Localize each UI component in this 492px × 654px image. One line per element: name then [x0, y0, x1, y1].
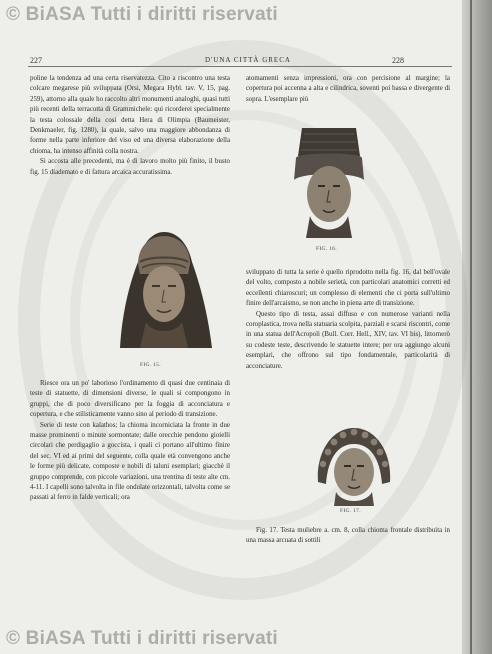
paragraph: Fig. 17. Testa muliebre a. cm. 8, colla chioma frontale distribuita in una massa arcuata di sottili — [246, 527, 450, 545]
column-right-bottom — [246, 526, 450, 547]
figure-17-terracotta-head — [314, 422, 394, 506]
figure-15-caption: FIG. 15. — [140, 362, 161, 368]
column-right-top — [246, 74, 450, 105]
figure-17-caption: FIG. 17. — [340, 508, 361, 514]
figure-15-terracotta-bust — [108, 222, 218, 348]
figure-16-terracotta-head — [290, 122, 368, 238]
column-left-top — [30, 74, 230, 178]
paragraph: Riesce ora un po' laborioso l'ordinamento di quasi due centinaia di teste di statuette, di dimensioni diverse, le quali si compongono in gruppi, che di poco diversificano per la foggia di acconciatura e copertura, e che stilisticamente vanno sino al periodo di transizione. — [30, 380, 230, 419]
paragraph: poline la tendenza ad una certa riservatezza. Cito a riscontro una testa colcare megarese più sviluppata (Orsi, Megara Hybl. tav. V, 15, pag. 259), attorno alla quale ho raccolto altri monumenti analoghi, quasi tutti più recenti della terracotta di Grammichele: qui ricorderei specialmente la testa colossale della cosi detta Hera di Olimpia (Baumeister, Denkmaeler, fig. 1280), la quale, salvo una maggiore abbondanza di forme nella parte inferiore del viso ed una diversa elaborazione della chioma, ha intenso affinità colla nostra. — [30, 75, 230, 155]
page-number-left: 227 — [30, 56, 42, 65]
column-right-middle — [246, 268, 450, 372]
watermark-bottom: © BiASA Tutti i diritti riservati — [6, 628, 278, 649]
paragraph: atomamenti senza impressioni, ora con percisione al margine; la copertura poi accenna a alta e cilindrica, soventi poi bassa e divergente di sopra. L'esemplare più — [246, 75, 450, 103]
watermark-top: © BiASA Tutti i diritti riservati — [6, 4, 278, 25]
paragraph: sviluppato di tutta la serie è quello riprodotto nella fig. 16, dal bell'ovale del volto, composto a nobile serietà, con particolari anatomici corretti ed eccellenti chiaroscuri; un complesso di elementi che ci porta sull'ultimo finire dell'arcaismo, se non anche in piena arte di transizione. — [246, 269, 450, 308]
paragraph: Serie di teste con kalathos; la chioma incorniciata la fronte in due masse prominenti o minute sormontate; dalle orecchie pendono gioielli circolari che perdigaglio a goccista, i quali ci portano all'ultimo finire del sec. VI ed ai primi del seguente, colla quale età convengono anche le forme più delicate, composte e nobili di taluni esemplari; giacchè il gruppo comprende, con piccole variazioni, una trentina di teste alte cm. 4-11. I capelli sono talvolta in file ondulate orizzontali, talvolta come se passati al ferro in falde verticali; ora — [30, 421, 230, 502]
column-left-bottom — [30, 379, 230, 504]
running-title: D'UNA CITTÀ GRECA — [205, 56, 291, 64]
page-number-right: 228 — [392, 56, 404, 65]
paragraph: Si accosta alle precedenti, ma è di lavoro molto più finito, il busto fig. 15 diademato e di fattura arcaica accuratissima. — [30, 158, 230, 176]
figure-16-caption: FIG. 16. — [316, 246, 337, 252]
paragraph: Questo tipo di testa, assai diffuso e con numerose varianti nella coroplastica, trova nella statuaria scolpita, parziali e scarsi riscontri, come in una statua dell'Acropoli (Bull. Corr. Hell., XIV, tav. VI bis), littornerò su codeste teste, descrivendo le statuette intere; per ora aggiungo alcuni esemplari, che offrono sul tipo fondamentale, particolarità di acconciature. — [246, 310, 450, 370]
header-rule — [28, 66, 452, 67]
